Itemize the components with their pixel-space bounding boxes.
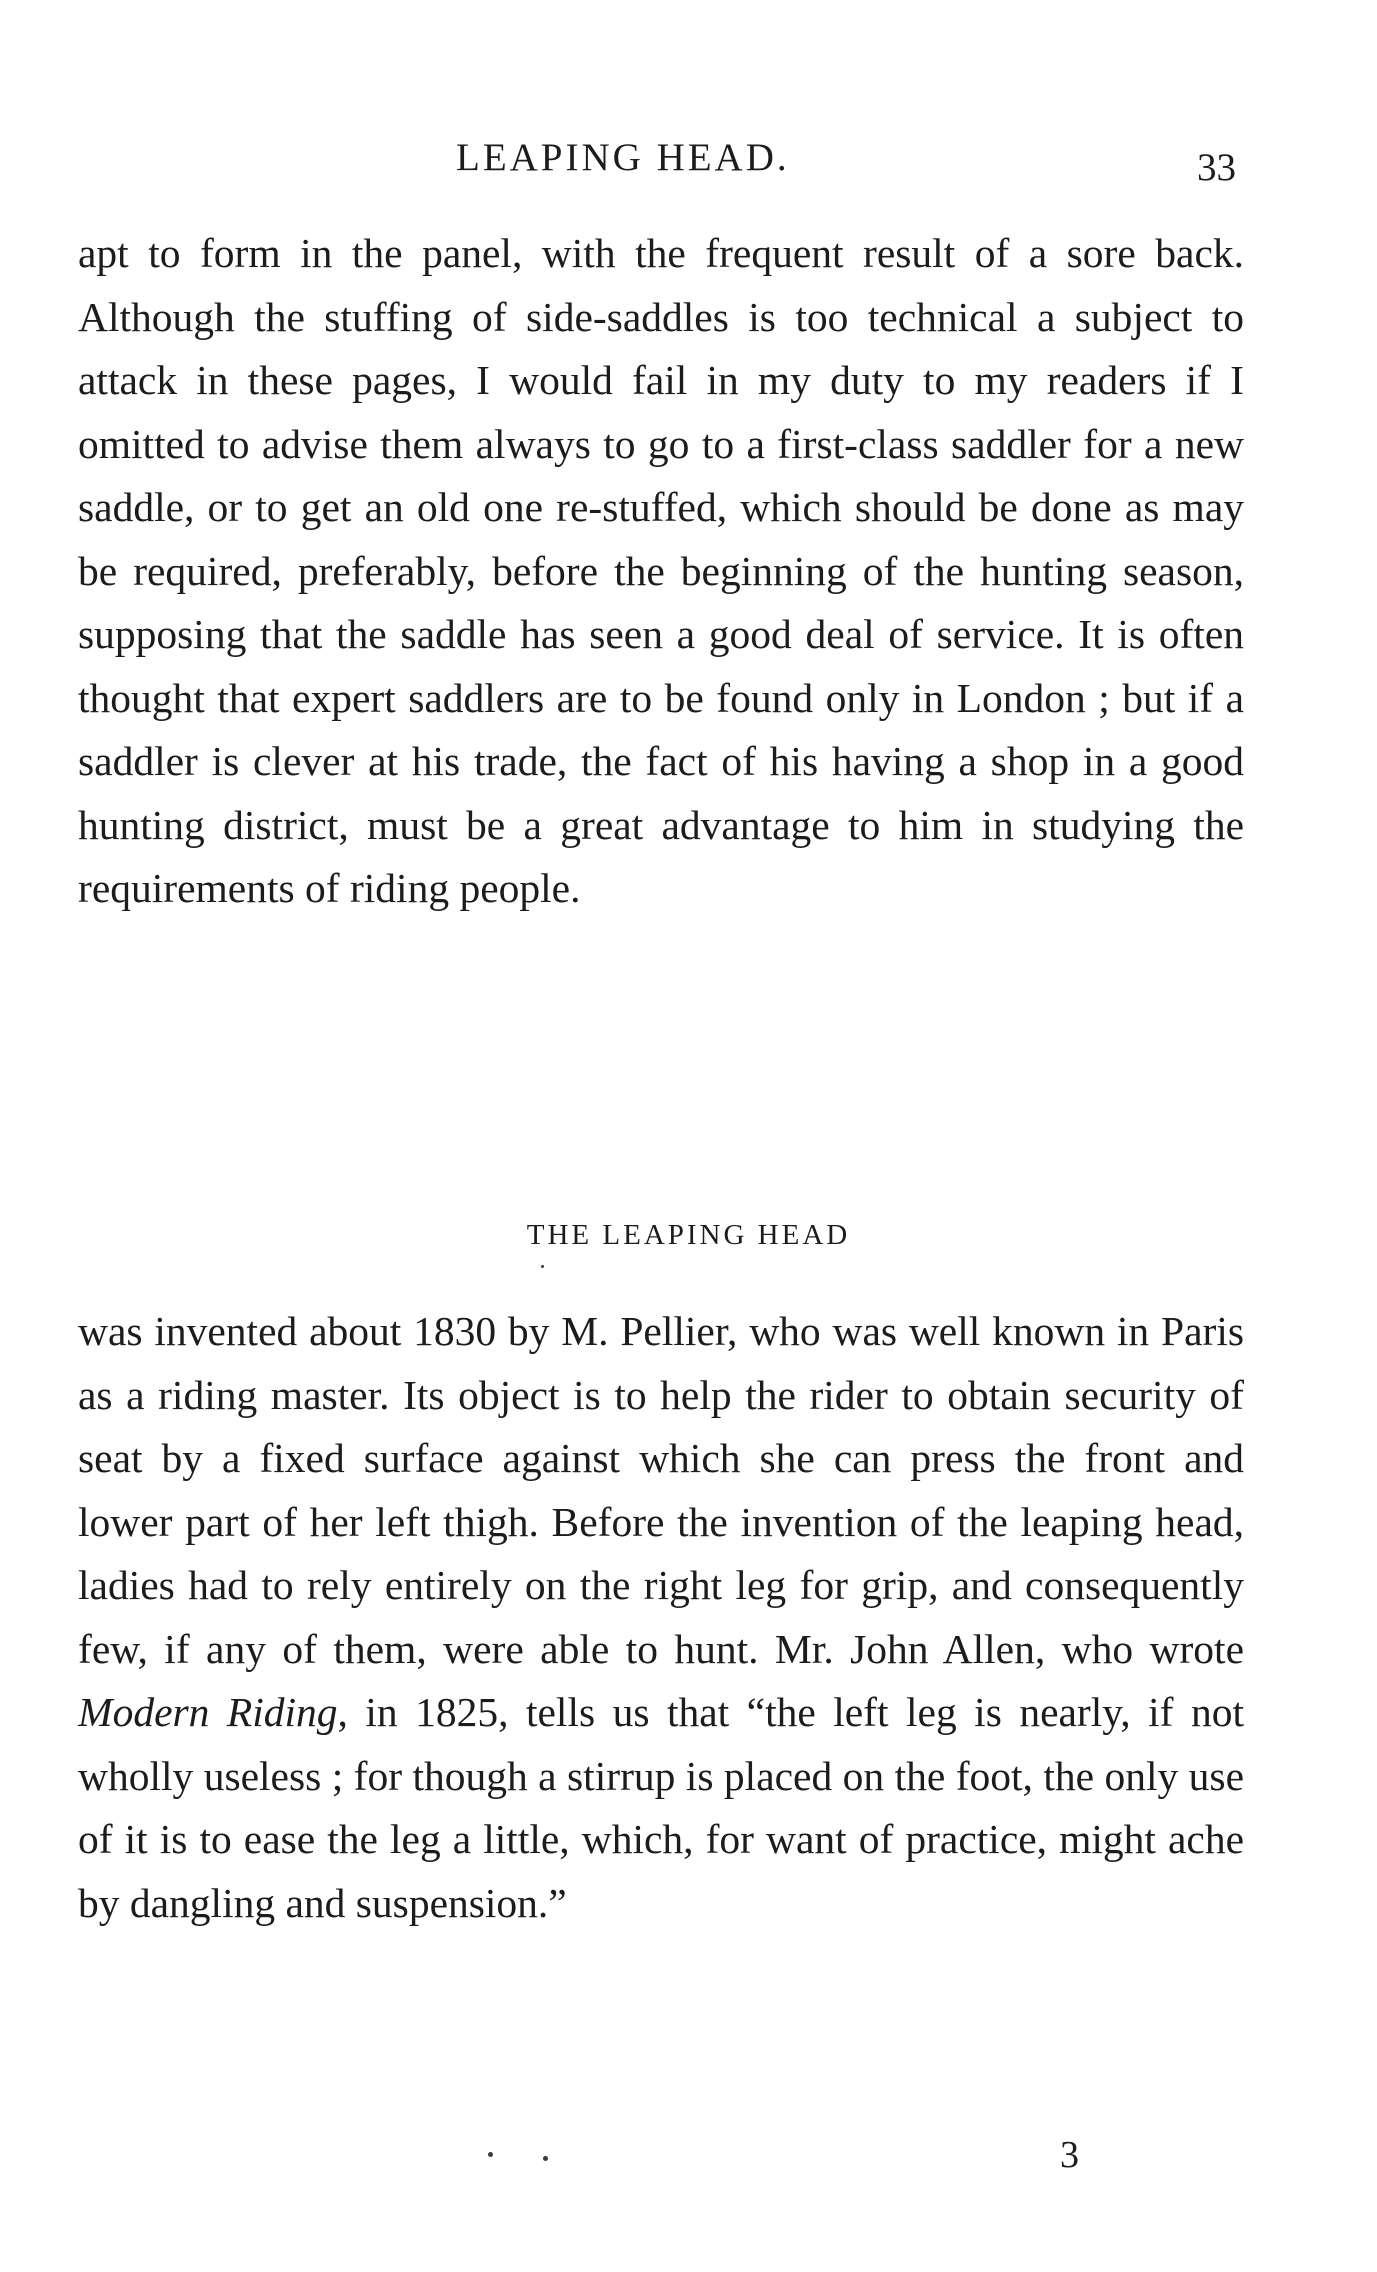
paragraph-2-text-start: was invented about 1830 by M. Pellier, who was well known in Paris as a riding master. Its object is to help the rider to obtain security of seat by a fixed surface against which she can press the front and lower part of her left thigh. Before the invention of the leaping head, ladies had to rely entirely on the right leg for grip, and consequently few, if any of them, were able to hunt. Mr. John Allen, who wrote	[78, 1308, 1244, 1672]
signature-mark: 3	[1060, 2134, 1079, 2176]
running-head	[0, 128, 1377, 188]
body-paragraph-1: apt to form in the panel, with the frequent result of a sore back. Although the stuffing of side-saddles is too technical a subject to attack in these pages, I would fail in my duty to my readers if I omitted to advise them always to go to a first-class saddler for a new saddle, or to get an old one re-stuffed, which should be done as may be required, preferably, before the beginning of the hunting season, supposing that the saddle has seen a good deal of service. It is often thought that expert saddlers are to be found only in London ; but if a saddler is clever at his trade, the fact of his having a shop in a good hunting district, must be a great advantage to him in studying the requirements of riding people.	[78, 230, 1244, 911]
ink-speck	[488, 2152, 493, 2157]
section-heading: THE LEAPING HEAD	[526, 1219, 851, 1251]
paragraph-2-text-end: , in 1825, tells us that “the left leg is nearly, if not wholly useless ; for though a stirrup is placed on the foot, the only use of it is to ease the leg a little, which, for want of practice, might ache by dangling and suspension.”	[78, 1689, 1244, 1926]
ink-speck	[541, 1265, 544, 1268]
page-number: 33	[1197, 146, 1236, 189]
book-title-italic: Modern Riding	[78, 1689, 338, 1735]
body-paragraph-2	[78, 1300, 1244, 1935]
ink-speck	[543, 2156, 548, 2161]
running-title: LEAPING HEAD.	[456, 136, 790, 179]
